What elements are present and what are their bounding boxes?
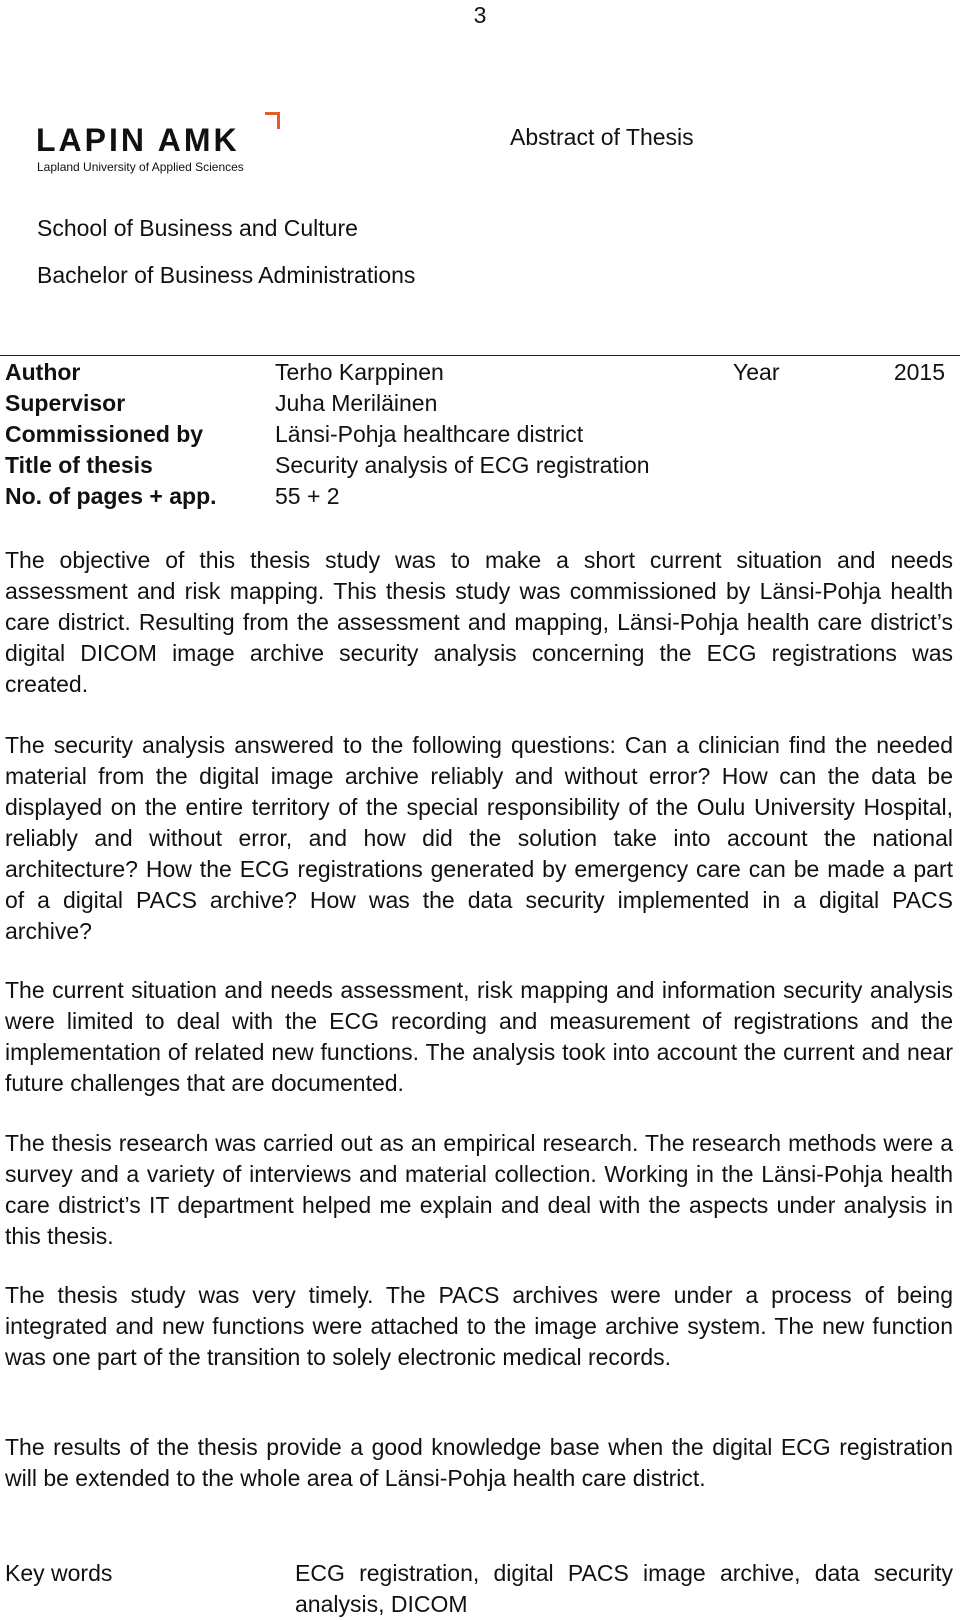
- abstract-paragraph-6: [5, 1432, 953, 1494]
- document-title: Abstract of Thesis: [510, 124, 694, 150]
- paragraph-text: The current situation and needs assessment, risk mapping and information security analysis were limited to deal with the ECG recording and measurement of registrations and the implementation of related new functions. The analysis took into account the current and near future challenges that are documented.: [5, 977, 953, 1096]
- degree-programme: Bachelor of Business Administrations: [37, 262, 416, 288]
- keywords-value: ECG registration, digital PACS image archive, data security analysis, DICOM: [295, 1560, 953, 1617]
- meta-row-title: [5, 450, 945, 481]
- logo-corner-bracket-icon: [265, 112, 280, 129]
- paragraph-text: The security analysis answered to the following questions: Can a clinician find the needed material from the digital image archive reliably and without error? How can the data be displayed on the entire territory of the special responsibility of the Oulu University Hospital, reliably and without error, and how did the solution take into account the national architecture? How the ECG registrations generated by emergency care can be made a part of a digital PACS archive? How was the data security implemented in a digital PACS archive?: [5, 732, 953, 944]
- thesis-metadata: [5, 357, 945, 512]
- paragraph-text: The thesis research was carried out as an empirical research. The research methods were a survey and a variety of interviews and material collection. Working in the Länsi-Pohja health care district’s IT department helped me explain and deal with the aspects under analysis in this thesis.: [5, 1130, 953, 1249]
- thesis-title-label: Title of thesis: [5, 452, 153, 478]
- paragraph-text: The thesis study was very timely. The PACS archives were under a process of being integrated and new functions were attached to the image archive system. The new function was one part of the transition to solely electronic medical records.: [5, 1282, 953, 1370]
- meta-row-pages: [5, 481, 945, 512]
- commissioned-value: Länsi-Pohja healthcare district: [275, 421, 584, 447]
- page-number: 3: [473, 2, 487, 28]
- school-name: School of Business and Culture: [37, 215, 358, 241]
- thesis-title-value: Security analysis of ECG registration: [275, 452, 650, 478]
- year-value: 2015: [893, 359, 945, 385]
- lapin-amk-logo: [36, 112, 276, 182]
- logo-subtitle: Lapland University of Applied Sciences: [37, 160, 244, 174]
- abstract-paragraph-2: [5, 730, 953, 947]
- paragraph-text: The objective of this thesis study was to make a short current situation and needs assessment and risk mapping. This thesis study was commissioned by Länsi-Pohja health care district. Resulting from the assessment and mapping, Länsi-Pohja health care district’s digital DICOM image archive security analysis concerning the ECG registrations was created.: [5, 547, 953, 697]
- supervisor-value: Juha Meriläinen: [275, 390, 438, 416]
- abstract-paragraph-4: [5, 1128, 953, 1252]
- supervisor-label: Supervisor: [5, 390, 126, 416]
- year-label: Year: [733, 359, 780, 385]
- keywords-label: Key words: [5, 1560, 113, 1586]
- abstract-paragraph-3: [5, 975, 953, 1099]
- commissioned-label: Commissioned by: [5, 421, 204, 447]
- logo-wordmark: LAPIN AMK: [36, 122, 240, 158]
- author-value: Terho Karppinen: [275, 359, 444, 385]
- meta-row-commissioned: [5, 419, 945, 450]
- pages-label: No. of pages + app.: [5, 483, 217, 509]
- abstract-paragraph-1: [5, 545, 953, 700]
- paragraph-text: The results of the thesis provide a good knowledge base when the digital ECG registration will be extended to the whole area of Länsi-Pohja health care district.: [5, 1434, 953, 1491]
- header-divider: [0, 355, 960, 356]
- abstract-paragraph-5: [5, 1280, 953, 1373]
- pages-value: 55 + 2: [275, 483, 340, 509]
- meta-row-author: [5, 357, 945, 388]
- meta-row-supervisor: [5, 388, 945, 419]
- author-label: Author: [5, 359, 81, 385]
